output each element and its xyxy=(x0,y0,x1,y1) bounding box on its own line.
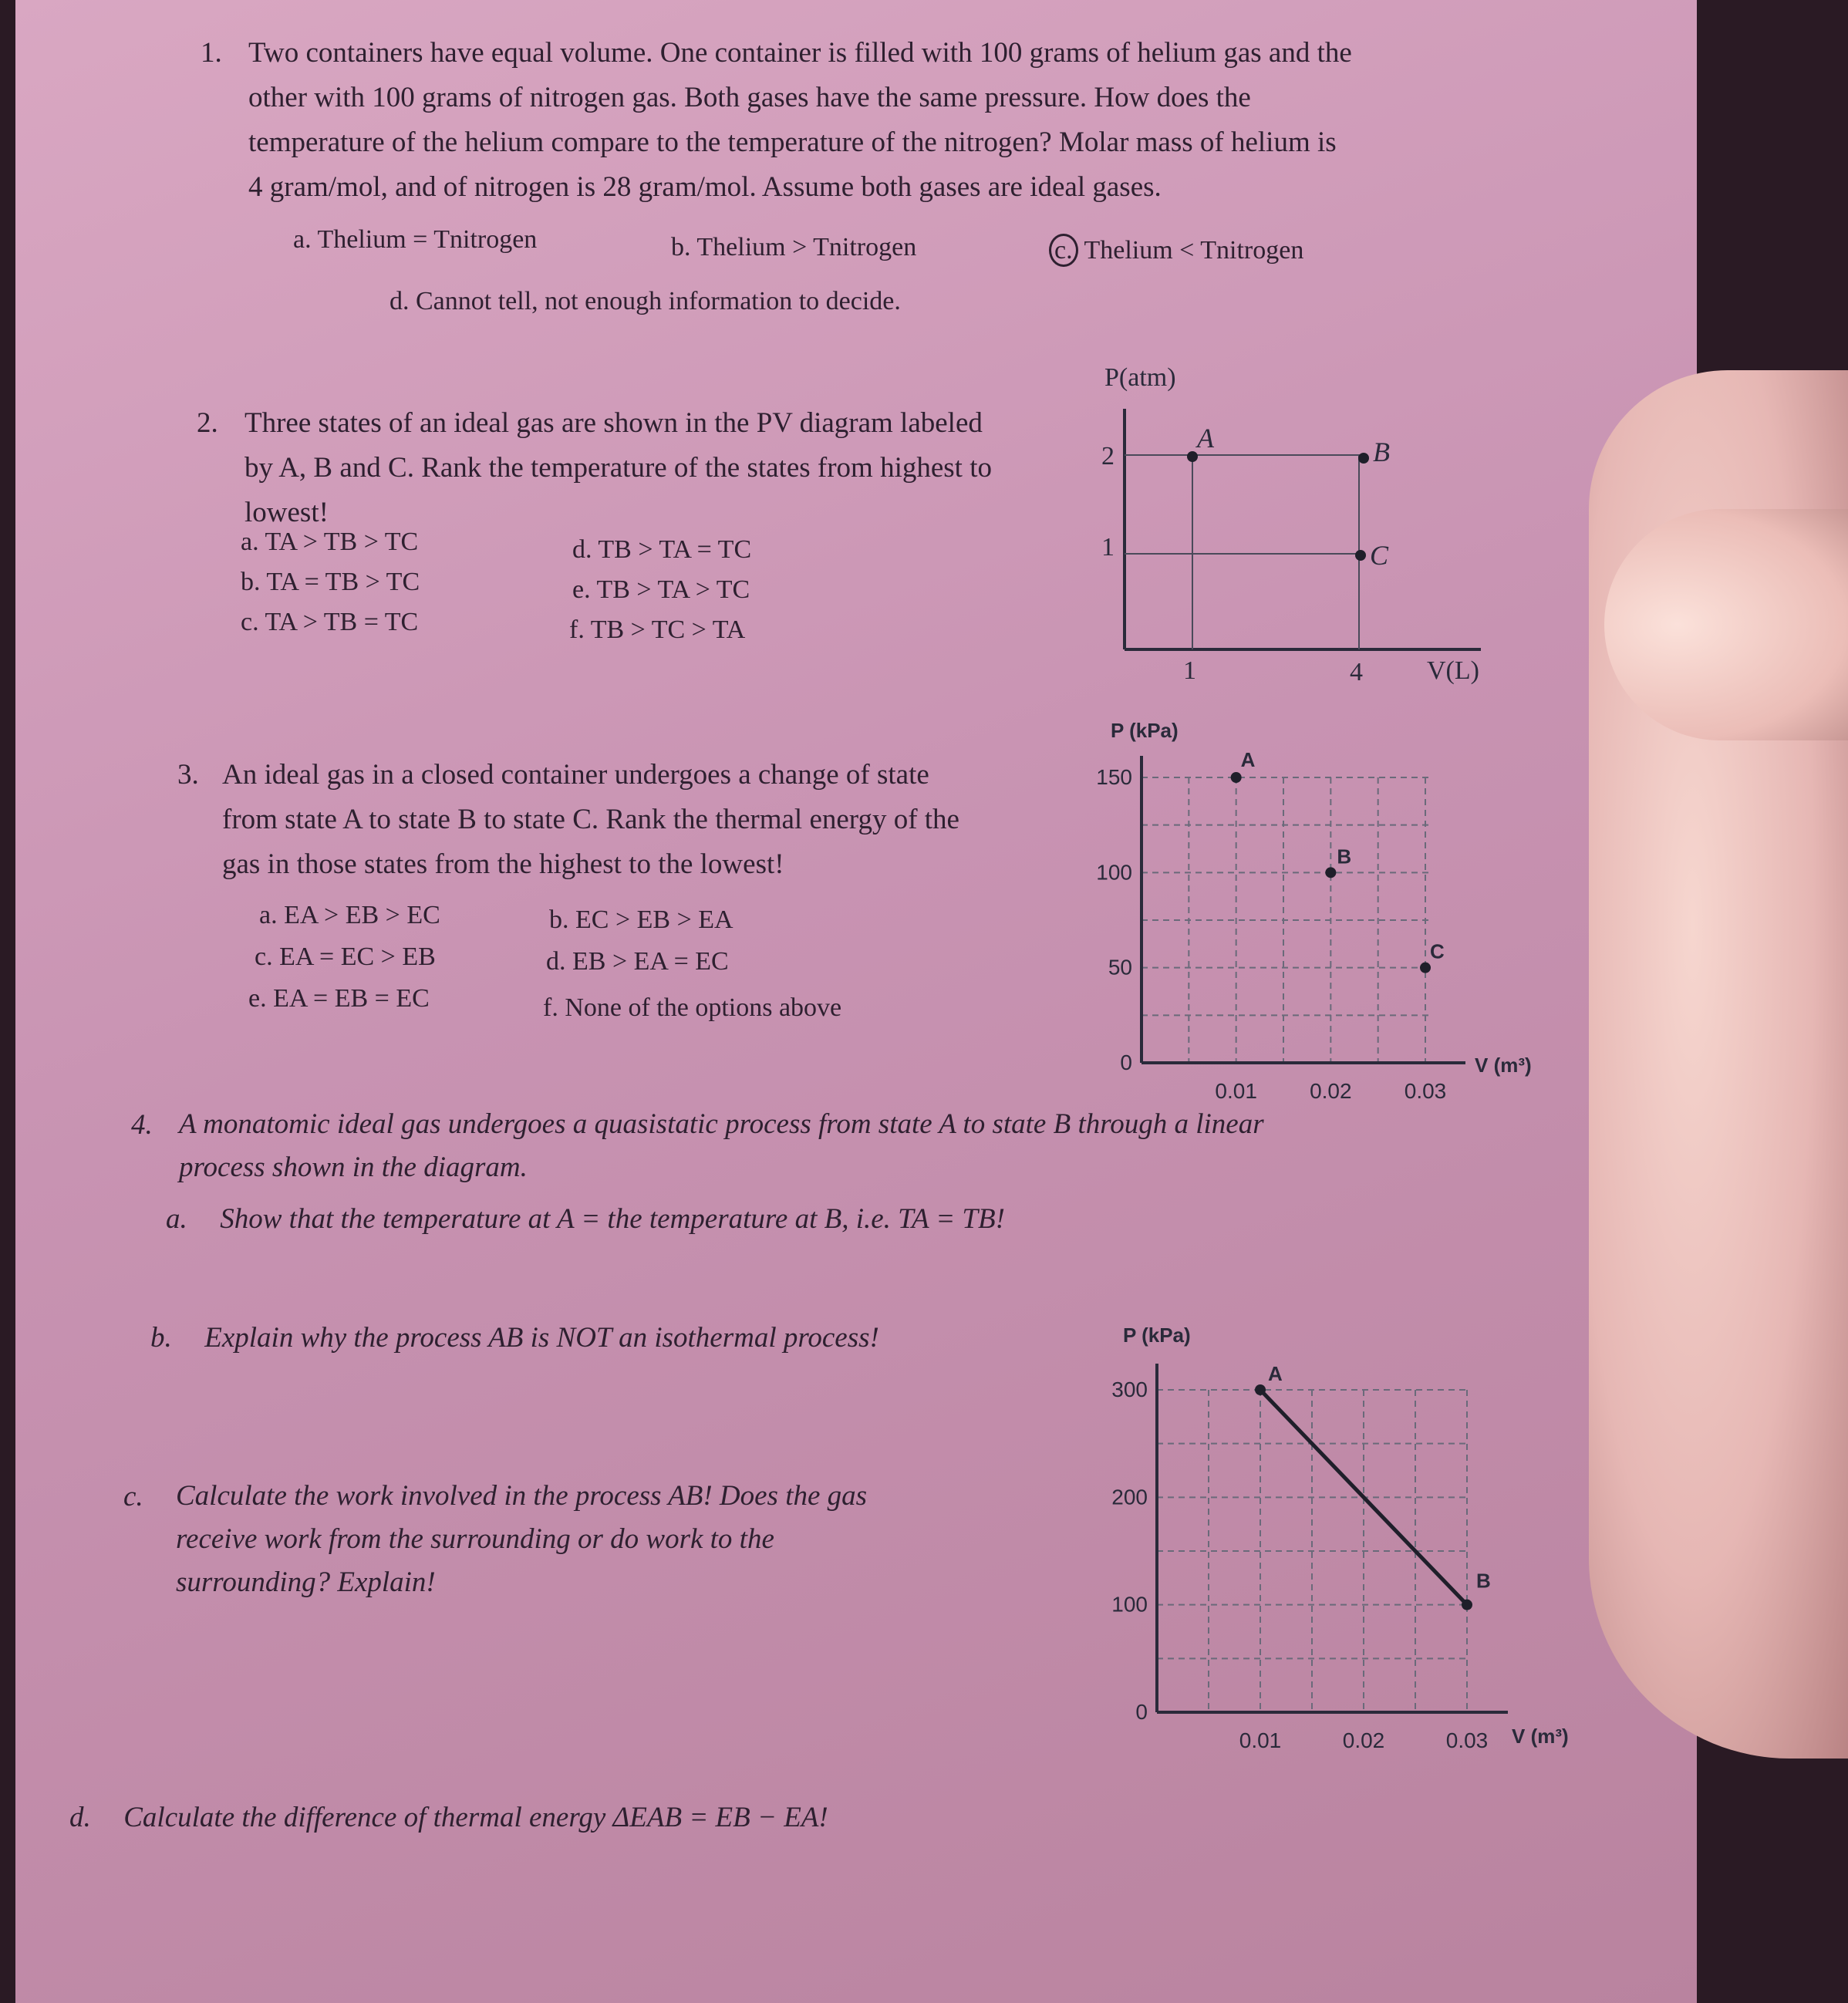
q1-option-a[interactable]: a. Thelium = Tnitrogen xyxy=(293,225,538,254)
x-axis-label: V (m³) xyxy=(1512,1725,1569,1748)
y-axis-label: P (kPa) xyxy=(1111,719,1179,742)
q2-option-f[interactable]: f. TB > TC > TA xyxy=(569,615,746,644)
question-4-line: process shown in the diagram. xyxy=(179,1152,528,1183)
point-label: B xyxy=(1373,437,1390,467)
question-4b xyxy=(150,1316,879,1361)
y-tick: 100 xyxy=(1111,1592,1148,1617)
q1-option-d[interactable]: d. Cannot tell, not enough information to decide. xyxy=(389,287,901,315)
x-tick: 0.02 xyxy=(1342,1728,1385,1752)
question-3-line: from state A to state B to state C. Rank the thermal energy of the xyxy=(222,804,959,835)
q3-option-b[interactable]: b. EC > EB > EA xyxy=(549,905,733,934)
question-4c-letter: c. xyxy=(123,1481,143,1512)
question-4a xyxy=(166,1197,1005,1242)
question-3-number: 3. xyxy=(177,759,199,791)
q3-option-a[interactable]: a. EA > EB > EC xyxy=(259,901,440,929)
y-tick: 200 xyxy=(1111,1485,1148,1509)
y-tick: 150 xyxy=(1096,765,1132,789)
q2-option-d[interactable]: d. TB > TA = TC xyxy=(572,535,752,564)
question-4c-line: Calculate the work involved in the process AB! Does the gas xyxy=(176,1480,868,1512)
question-4d-letter: d. xyxy=(69,1802,91,1833)
q1-option-c[interactable] xyxy=(1049,236,1303,265)
q2-option-a[interactable]: a. TA > TB > TC xyxy=(241,528,419,556)
y-tick: 100 xyxy=(1096,860,1132,885)
point-a xyxy=(1255,1384,1266,1395)
point-c xyxy=(1420,963,1431,973)
question-1-line: Two containers have equal volume. One container is filled with 100 grams of helium gas and the xyxy=(248,37,1352,69)
point-label: A xyxy=(1197,423,1214,454)
question-2-line: by A, B and C. Rank the temperature of the states from highest to xyxy=(244,452,992,484)
point-label: A xyxy=(1268,1362,1283,1385)
x-tick: 1 xyxy=(1183,656,1196,685)
x-tick: 0.01 xyxy=(1239,1728,1282,1752)
question-1-line: 4 gram/mol, and of nitrogen is 28 gram/mol. Assume both gases are ideal gases. xyxy=(248,171,1162,203)
question-4b-letter: b. xyxy=(150,1322,172,1354)
q2-option-e[interactable]: e. TB > TA > TC xyxy=(572,575,750,604)
question-4-number: 4. xyxy=(131,1109,153,1141)
x-axis-label: V(L) xyxy=(1427,656,1479,685)
point-b xyxy=(1325,867,1336,878)
y-tick: 0 xyxy=(1120,1050,1132,1074)
question-1-line: other with 100 grams of nitrogen gas. Both gases have the same pressure. How does the xyxy=(248,82,1251,113)
question-4a-letter: a. xyxy=(166,1203,187,1235)
pv-diagram-linear xyxy=(1103,1319,1581,1751)
question-3-line: gas in those states from the highest to the lowest! xyxy=(222,848,784,880)
point-label: A xyxy=(1240,748,1256,771)
y-axis-label: P (kPa) xyxy=(1123,1324,1191,1347)
point-a xyxy=(1231,772,1242,783)
question-4b-text: Explain why the process AB is NOT an isothermal process! xyxy=(204,1322,879,1354)
x-axis-label: V (m³) xyxy=(1475,1054,1532,1077)
point-label: B xyxy=(1337,845,1352,868)
point-b xyxy=(1358,453,1369,464)
question-4d-text: Calculate the difference of thermal energy ΔEAB = EB − EA! xyxy=(123,1802,828,1833)
question-2-line: lowest! xyxy=(244,497,329,528)
q1-option-b[interactable]: b. Thelium > Tnitrogen xyxy=(671,233,917,261)
question-3-line: An ideal gas in a closed container undergoes a change of state xyxy=(222,759,929,791)
y-tick: 50 xyxy=(1108,955,1132,980)
point-label: B xyxy=(1476,1569,1491,1593)
question-4d xyxy=(69,1796,828,1840)
x-tick: 0.03 xyxy=(1404,1079,1447,1103)
y-tick: 300 xyxy=(1111,1377,1148,1401)
x-tick: 0.01 xyxy=(1215,1079,1257,1103)
q3-option-c[interactable]: c. EA = EC > EB xyxy=(255,942,436,971)
pv-diagram-abc xyxy=(1095,717,1558,1103)
point-label: C xyxy=(1430,939,1445,963)
thumb xyxy=(1604,509,1848,740)
question-2-number: 2. xyxy=(197,407,218,439)
question-1-line: temperature of the helium compare to the temperature of the nitrogen? Molar mass of helium is xyxy=(248,126,1337,158)
question-4c-line: surrounding? Explain! xyxy=(176,1566,436,1598)
question-1-number: 1. xyxy=(201,37,222,69)
y-axis-label: P(atm) xyxy=(1104,363,1176,392)
point-c xyxy=(1355,550,1366,561)
question-4-line: A monatomic ideal gas undergoes a quasistatic process from state A to state B through a linear xyxy=(179,1108,1264,1140)
x-tick: 0.02 xyxy=(1310,1079,1352,1103)
y-tick: 2 xyxy=(1101,442,1115,470)
point-b xyxy=(1462,1600,1472,1610)
x-tick: 0.03 xyxy=(1445,1728,1489,1752)
pv-diagram-atm xyxy=(1080,362,1512,702)
point-a xyxy=(1187,451,1198,462)
q1-option-c-text: Thelium < Tnitrogen xyxy=(1084,236,1304,265)
q3-option-f[interactable]: f. None of the options above xyxy=(543,993,842,1022)
q2-option-b[interactable]: b. TA = TB > TC xyxy=(241,568,420,596)
x-tick: 4 xyxy=(1350,658,1363,686)
y-tick: 0 xyxy=(1135,1700,1148,1724)
y-tick: 1 xyxy=(1101,533,1115,561)
question-4c-line: receive work from the surrounding or do work to the xyxy=(176,1523,774,1555)
q2-option-c[interactable]: c. TA > TB = TC xyxy=(241,608,419,636)
point-label: C xyxy=(1370,540,1389,571)
question-4a-text: Show that the temperature at A = the temperature at B, i.e. TA = TB! xyxy=(220,1203,1005,1235)
question-2-line: Three states of an ideal gas are shown in the PV diagram labeled xyxy=(244,407,983,439)
q3-option-e[interactable]: e. EA = EB = EC xyxy=(248,984,430,1013)
q3-option-d[interactable]: d. EB > EA = EC xyxy=(546,947,729,976)
q1-option-c-circle: c. xyxy=(1049,234,1078,267)
